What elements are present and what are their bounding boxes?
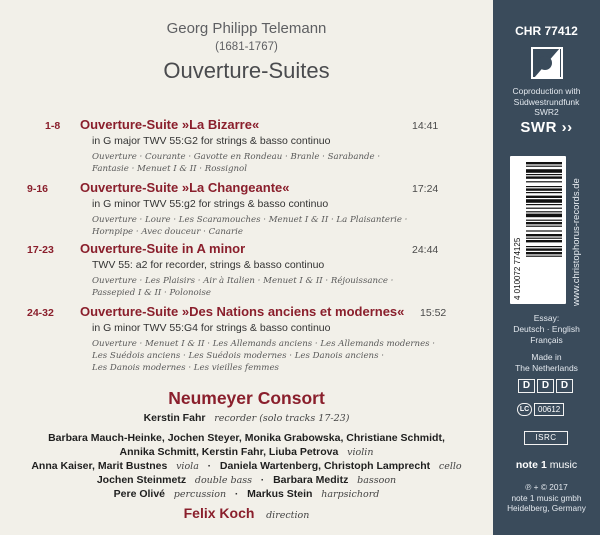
composer-name: Georg Philipp Telemann: [166, 20, 327, 37]
sidebar: [493, 0, 600, 535]
cello-role: cello: [438, 461, 462, 472]
movement-list: Ouverture · Loure · Les Scaramouches · Menuet I & II · La Plaisanterie ·: [92, 215, 408, 225]
work-title: Ouverture-Suite »La Bizarre«: [80, 117, 260, 132]
coproduction-note: Coproduction with Südwestrundfunk SWR2: [512, 86, 581, 117]
lc-number: 00612: [534, 403, 564, 416]
violin-role: violin: [347, 447, 374, 458]
movement-list: Ouverture · Les Plaisirs · Air à Italien · Menuet I & II · Réjouissance ·: [92, 276, 394, 286]
harpsichord-name: Markus Stein: [247, 488, 313, 500]
work-duration: 14:41: [412, 120, 439, 132]
ensemble-name: Neumeyer Consort: [168, 388, 325, 408]
work-duration: 17:24: [412, 183, 439, 195]
bass-name: Jochen Steinmetz: [96, 474, 187, 486]
christophorus-logo-icon: [530, 44, 564, 82]
director-role: direction: [266, 510, 310, 521]
made-in: Made in The Netherlands: [515, 352, 578, 373]
viola-names: Anna Kaiser, Marit Bustnes: [31, 460, 168, 472]
work-subtitle: in G minor TWV 55:g2 for strings & basso continuo: [92, 198, 329, 210]
work-title: Ouverture-Suite »Des Nations anciens et modernes«: [80, 304, 405, 319]
catalog-number: CHR 77412: [515, 24, 578, 38]
violin-names: Annika Schmitt, Kerstin Fahr, Liuba Petrova: [119, 446, 339, 458]
movement-list: Passepied I & II · Polonoise: [92, 288, 211, 298]
violin-line-2: [0, 446, 493, 458]
movement-list: Ouverture · Menuet I & II · Les Allemands anciens · Les Allemands modernes ·: [92, 339, 436, 349]
movement-list: Les Suédois anciens · Les Suédois modernes · Les Danois anciens ·: [92, 351, 384, 361]
composer-dates: (1681-1767): [215, 41, 278, 53]
copyright-note: ℗ + © 2017 note 1 music gmbh Heidelberg, Germany: [507, 482, 586, 514]
bassoon-role: bassoon: [357, 475, 397, 486]
perc-harpsichord-line: Pere Olivé percussion · Markus Stein harpsichord: [113, 488, 380, 500]
harpsichord-role: harpsichord: [321, 489, 380, 500]
work-subtitle: TWV 55: a2 for recorder, strings & basso continuo: [92, 259, 325, 271]
work-duration: 15:52: [420, 307, 447, 319]
track-range: 1-8: [45, 120, 61, 132]
soloist-name: Kerstin Fahr: [143, 412, 206, 424]
track-range: 17-23: [27, 244, 54, 256]
barcode-digits: 4 010072 774125: [513, 237, 522, 300]
movement-list: Fantasie · Menuet I & II · Rossignol: [92, 164, 247, 174]
movement-list: Les Danois modernes · Les vieilles femmes: [92, 363, 279, 373]
ddd-badge: D D D: [518, 379, 573, 393]
track-range: 9-16: [27, 183, 49, 195]
viola-role: viola: [176, 461, 199, 472]
soloist-line: [0, 412, 493, 424]
album-title: Ouverture-Suites: [163, 58, 330, 83]
track-range: 24-32: [27, 307, 54, 319]
director-name: Felix Koch: [183, 505, 255, 521]
movement-list: Hornpipe · Avec douceur · Canarie: [92, 227, 243, 237]
website-url: www.christophorus-records.de: [571, 178, 582, 306]
chevron-right-icon: ››: [556, 119, 573, 136]
violin-line-1: Barbara Mauch-Heinke, Jochen Steyer, Monika Grabowska, Christiane Schmidt,: [48, 432, 445, 444]
label-code: [517, 402, 564, 416]
viola-cello-line: Anna Kaiser, Marit Bustnes viola · Daniela Wartenberg, Christoph Lamprecht cello: [31, 460, 462, 472]
essay-languages: Essay: Deutsch · English Français: [513, 313, 580, 345]
director-line: [0, 505, 493, 521]
note1-music-logo: note 1 music: [515, 459, 578, 471]
soloist-role: recorder (solo tracks 17-23): [214, 413, 350, 424]
perc-role: percussion: [173, 489, 227, 500]
barcode: [510, 156, 566, 304]
work-subtitle: in G minor TWV 55:G4 for strings & basso continuo: [92, 322, 331, 334]
swr-logo: SWR ››: [520, 119, 573, 136]
work-duration: 24:44: [412, 244, 439, 256]
bass-bassoon-line: Jochen Steinmetz double bass · Barbara Meditz bassoon: [96, 474, 397, 486]
lc-icon: LC: [517, 403, 532, 416]
work-title: Ouverture-Suite in A minor: [80, 241, 246, 256]
bass-role: double bass: [194, 475, 253, 486]
cello-names: Daniela Wartenberg, Christoph Lamprecht: [219, 460, 431, 472]
work-title: Ouverture-Suite »La Changeante«: [80, 180, 290, 195]
perc-name: Pere Olivé: [113, 488, 166, 500]
bassoon-name: Barbara Meditz: [273, 474, 349, 486]
isrc-badge: ISRC: [524, 431, 568, 445]
movement-list: Ouverture · Courante · Gavotte en Rondeau · Branle · Sarabande ·: [92, 152, 381, 162]
work-subtitle: in G major TWV 55:G2 for strings & basso continuo: [92, 135, 331, 147]
